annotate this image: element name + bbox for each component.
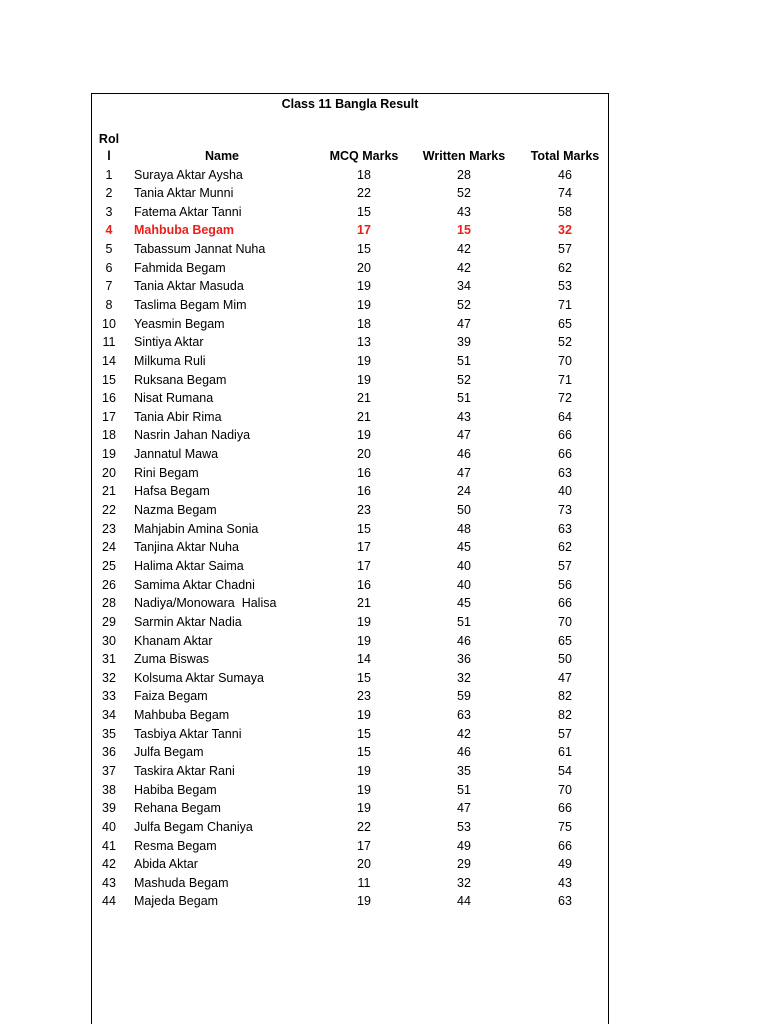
- table-row: [92, 892, 608, 911]
- table-row: [92, 315, 608, 334]
- table-row: [92, 538, 608, 557]
- cell-total-marks: 71: [558, 372, 572, 387]
- cell-total-marks: 63: [558, 521, 572, 536]
- cell-roll: 3: [105, 204, 113, 219]
- table-row: [92, 687, 608, 706]
- cell-total-marks: 82: [558, 708, 572, 723]
- cell-name: Resma Begam: [134, 838, 217, 853]
- cell-roll: 1: [105, 167, 113, 182]
- cell-mcq-marks: 20: [357, 447, 371, 462]
- cell-written-marks: 51: [457, 353, 471, 368]
- table-row: [92, 762, 608, 781]
- cell-mcq-marks: 21: [357, 596, 371, 611]
- cell-mcq-marks: 19: [357, 614, 371, 629]
- cell-mcq-marks: 23: [357, 689, 371, 704]
- cell-name: Sarmin Aktar Nadia: [134, 614, 242, 629]
- cell-roll: 19: [102, 447, 116, 462]
- cell-written-marks: 47: [457, 465, 471, 480]
- cell-roll: 44: [102, 894, 116, 909]
- cell-mcq-marks: 20: [357, 260, 371, 275]
- cell-total-marks: 32: [558, 223, 572, 238]
- cell-roll: 36: [102, 745, 116, 760]
- cell-roll: 37: [102, 764, 116, 778]
- cell-name: Rini Begam: [134, 465, 199, 480]
- cell-total-marks: 53: [558, 279, 572, 294]
- table-row: [92, 725, 608, 744]
- cell-mcq-marks: 19: [357, 428, 371, 443]
- cell-written-marks: 36: [457, 652, 471, 667]
- table-row: [92, 632, 608, 651]
- cell-written-marks: 40: [457, 558, 471, 573]
- cell-roll: 41: [102, 838, 116, 853]
- cell-total-marks: 40: [558, 484, 572, 499]
- cell-mcq-marks: 14: [357, 652, 371, 667]
- cell-mcq-marks: 19: [357, 894, 371, 909]
- cell-total-marks: 52: [558, 335, 572, 350]
- cell-written-marks: 42: [457, 242, 471, 257]
- cell-roll: 4: [105, 223, 113, 238]
- cell-roll: 40: [102, 819, 116, 834]
- cell-roll: 42: [102, 857, 116, 872]
- cell-written-marks: 46: [457, 633, 471, 648]
- cell-name: Habiba Begam: [134, 782, 217, 797]
- cell-name: Tania Abir Rima: [134, 409, 222, 424]
- cell-mcq-marks: 18: [357, 316, 371, 331]
- cell-mcq-marks: 16: [357, 465, 371, 480]
- cell-roll: 7: [105, 279, 113, 294]
- cell-mcq-marks: 16: [357, 577, 371, 592]
- cell-mcq-marks: 22: [357, 819, 371, 834]
- cell-name: Mahbuba Begam: [134, 708, 230, 723]
- cell-name: Nasrin Jahan Nadiya: [134, 428, 251, 443]
- cell-name: Jannatul Mawa: [134, 447, 219, 462]
- header-roll-line2: l: [107, 149, 111, 163]
- cell-name: Faiza Begam: [134, 689, 208, 704]
- cell-total-marks: 82: [558, 689, 572, 704]
- cell-roll: 6: [105, 260, 113, 275]
- cell-name: Nazma Begam: [134, 503, 217, 518]
- cell-roll: 5: [105, 242, 113, 257]
- cell-mcq-marks: 19: [357, 764, 371, 778]
- cell-mcq-marks: 16: [357, 484, 371, 499]
- cell-mcq-marks: 17: [357, 558, 371, 573]
- cell-name: Tania Aktar Masuda: [134, 279, 244, 294]
- cell-total-marks: 49: [558, 857, 572, 872]
- cell-written-marks: 45: [457, 540, 471, 555]
- cell-mcq-marks: 21: [357, 409, 371, 424]
- table-row: [92, 613, 608, 632]
- cell-total-marks: 62: [558, 540, 572, 555]
- cell-total-marks: 50: [558, 652, 572, 667]
- cell-mcq-marks: 17: [357, 838, 371, 853]
- table-row: [92, 781, 608, 800]
- cell-total-marks: 54: [558, 764, 572, 778]
- table-row: [92, 277, 608, 296]
- table-row: [92, 706, 608, 725]
- cell-total-marks: 75: [558, 819, 572, 834]
- cell-name: Taslima Begam Mim: [134, 297, 247, 312]
- table-row: [92, 818, 608, 837]
- cell-written-marks: 42: [457, 726, 471, 741]
- cell-mcq-marks: 19: [357, 279, 371, 294]
- cell-name: Fahmida Begam: [134, 260, 226, 275]
- cell-written-marks: 47: [457, 428, 471, 443]
- cell-written-marks: 43: [457, 204, 471, 219]
- cell-written-marks: 43: [457, 409, 471, 424]
- cell-written-marks: 32: [457, 670, 471, 685]
- cell-written-marks: 15: [457, 223, 471, 238]
- table-row: [92, 221, 608, 240]
- table-row: [92, 650, 608, 669]
- cell-roll: 2: [105, 186, 113, 201]
- table-row: [92, 371, 608, 390]
- cell-mcq-marks: 19: [357, 353, 371, 368]
- table-row: [92, 296, 608, 315]
- cell-roll: 43: [102, 875, 116, 890]
- cell-written-marks: 47: [457, 316, 471, 331]
- table-row: [92, 408, 608, 427]
- cell-written-marks: 40: [457, 577, 471, 592]
- table-row: [92, 482, 608, 501]
- cell-mcq-marks: 19: [357, 708, 371, 723]
- cell-name: Halima Aktar Saima: [134, 558, 244, 573]
- cell-total-marks: 65: [558, 633, 572, 648]
- header-total-marks: Total Marks: [530, 149, 600, 163]
- cell-mcq-marks: 19: [357, 782, 371, 797]
- cell-roll: 28: [102, 596, 116, 611]
- cell-mcq-marks: 20: [357, 857, 371, 872]
- cell-name: Tabassum Jannat Nuha: [134, 242, 266, 257]
- cell-name: Tania Aktar Munni: [134, 186, 234, 201]
- table-row: [92, 445, 608, 464]
- cell-mcq-marks: 15: [357, 745, 371, 760]
- cell-name: Mahbuba Begam: [134, 223, 235, 238]
- cell-roll: 11: [102, 335, 116, 350]
- cell-mcq-marks: 19: [357, 297, 371, 312]
- cell-total-marks: 56: [558, 577, 572, 592]
- cell-name: Ruksana Begam: [134, 372, 227, 387]
- table-row: [92, 743, 608, 762]
- table-row: [92, 799, 608, 818]
- cell-written-marks: 59: [457, 689, 471, 704]
- cell-name: Milkuma Ruli: [134, 353, 206, 368]
- cell-roll: 33: [102, 689, 116, 704]
- cell-name: Tanjina Aktar Nuha: [134, 540, 239, 555]
- cell-roll: 34: [102, 708, 116, 723]
- cell-name: Samima Aktar Chadni: [134, 577, 255, 592]
- cell-total-marks: 70: [558, 353, 572, 368]
- cell-total-marks: 63: [558, 894, 572, 909]
- table-row: [92, 576, 608, 595]
- table-row: [92, 166, 608, 185]
- cell-written-marks: 47: [457, 801, 471, 816]
- cell-roll: 18: [102, 428, 116, 443]
- cell-written-marks: 51: [457, 391, 471, 406]
- table-row: [92, 520, 608, 539]
- cell-roll: 39: [102, 801, 116, 816]
- cell-roll: 10: [102, 316, 116, 331]
- table-row: [92, 837, 608, 856]
- cell-roll: 38: [102, 782, 116, 797]
- cell-total-marks: 66: [558, 801, 572, 816]
- cell-total-marks: 46: [558, 167, 572, 182]
- cell-name: Fatema Aktar Tanni: [134, 204, 242, 219]
- cell-roll: 30: [102, 633, 116, 648]
- cell-written-marks: 48: [457, 521, 471, 536]
- table-row: [92, 333, 608, 352]
- cell-total-marks: 61: [558, 745, 572, 760]
- cell-name: Mahjabin Amina Sonia: [134, 521, 259, 536]
- table-row: [92, 203, 608, 222]
- cell-written-marks: 52: [457, 186, 471, 201]
- table-row: [92, 669, 608, 688]
- cell-roll: 24: [102, 540, 116, 555]
- cell-roll: 21: [102, 484, 116, 499]
- cell-total-marks: 72: [558, 391, 572, 406]
- table-row: [92, 874, 608, 893]
- header-mcq-marks: MCQ Marks: [329, 149, 399, 163]
- cell-total-marks: 57: [558, 558, 572, 573]
- cell-total-marks: 66: [558, 596, 572, 611]
- cell-total-marks: 70: [558, 782, 572, 797]
- table-row: [92, 389, 608, 408]
- cell-mcq-marks: 15: [357, 204, 371, 219]
- cell-mcq-marks: 18: [357, 167, 371, 182]
- cell-name: Kolsuma Aktar Sumaya: [134, 670, 264, 685]
- cell-written-marks: 46: [457, 745, 471, 760]
- cell-written-marks: 50: [457, 503, 471, 518]
- cell-written-marks: 53: [457, 819, 471, 834]
- cell-name: Rehana Begam: [134, 801, 221, 816]
- cell-written-marks: 46: [457, 447, 471, 462]
- table-row: [92, 855, 608, 874]
- cell-written-marks: 52: [457, 372, 471, 387]
- cell-mcq-marks: 19: [357, 801, 371, 816]
- cell-written-marks: 29: [457, 857, 471, 872]
- cell-written-marks: 24: [457, 484, 471, 499]
- cell-total-marks: 62: [558, 260, 572, 275]
- cell-written-marks: 32: [457, 875, 471, 890]
- cell-total-marks: 66: [558, 838, 572, 853]
- result-sheet: [91, 93, 609, 1024]
- header-written-marks: Written Marks: [422, 149, 506, 163]
- result-table-body: [92, 166, 608, 912]
- cell-total-marks: 43: [558, 875, 572, 890]
- table-row: [92, 557, 608, 576]
- table-row: [92, 259, 608, 278]
- cell-roll: 26: [102, 577, 116, 592]
- table-row: [92, 594, 608, 613]
- cell-name: Tasbiya Aktar Tanni: [134, 726, 242, 741]
- table-row: [92, 501, 608, 520]
- cell-written-marks: 34: [457, 279, 471, 294]
- cell-name: Sintiya Aktar: [134, 335, 204, 350]
- cell-mcq-marks: 22: [357, 186, 371, 201]
- cell-roll: 17: [102, 409, 116, 424]
- cell-written-marks: 63: [457, 708, 471, 723]
- cell-total-marks: 57: [558, 726, 572, 741]
- cell-name: Hafsa Begam: [134, 484, 210, 499]
- cell-total-marks: 65: [558, 316, 572, 331]
- cell-mcq-marks: 13: [357, 335, 371, 350]
- cell-written-marks: 45: [457, 596, 471, 611]
- cell-written-marks: 42: [457, 260, 471, 275]
- cell-roll: 29: [102, 614, 116, 629]
- cell-written-marks: 39: [457, 335, 471, 350]
- cell-total-marks: 74: [558, 186, 572, 201]
- cell-total-marks: 66: [558, 447, 572, 462]
- cell-name: Khanam Aktar: [134, 633, 213, 648]
- cell-total-marks: 66: [558, 428, 572, 443]
- cell-name: Julfa Begam Chaniya: [134, 819, 253, 834]
- cell-mcq-marks: 19: [357, 633, 371, 648]
- cell-name: Abida Aktar: [134, 857, 198, 872]
- cell-roll: 20: [102, 465, 116, 480]
- cell-written-marks: 28: [457, 167, 471, 182]
- cell-name: Yeasmin Begam: [134, 316, 225, 331]
- sheet-title: Class 11 Bangla Result: [281, 97, 419, 111]
- cell-total-marks: 57: [558, 242, 572, 257]
- cell-total-marks: 58: [558, 204, 572, 219]
- table-row: [92, 184, 608, 203]
- cell-total-marks: 73: [558, 503, 572, 518]
- cell-mcq-marks: 19: [357, 372, 371, 387]
- cell-roll: 23: [102, 521, 116, 536]
- cell-name: Nadiya/Monowara Halisa: [134, 596, 277, 611]
- cell-total-marks: 47: [558, 670, 572, 685]
- table-row: [92, 426, 608, 445]
- table-row: [92, 352, 608, 371]
- cell-mcq-marks: 15: [357, 242, 371, 257]
- cell-name: Majeda Begam: [134, 894, 219, 909]
- cell-mcq-marks: 23: [357, 503, 371, 518]
- cell-roll: 22: [102, 503, 116, 518]
- cell-name: Taskira Aktar Rani: [134, 764, 235, 778]
- cell-mcq-marks: 17: [357, 223, 371, 238]
- cell-written-marks: 51: [457, 614, 471, 629]
- cell-written-marks: 44: [457, 894, 471, 909]
- table-row: [92, 464, 608, 483]
- cell-roll: 14: [102, 353, 116, 368]
- cell-written-marks: 35: [457, 764, 471, 778]
- header-roll-line1: Rol: [98, 132, 120, 146]
- cell-roll: 16: [102, 391, 116, 406]
- cell-name: Suraya Aktar Aysha: [134, 167, 243, 182]
- cell-roll: 32: [102, 670, 116, 685]
- cell-written-marks: 49: [457, 838, 471, 853]
- cell-total-marks: 70: [558, 614, 572, 629]
- cell-roll: 31: [102, 652, 116, 667]
- cell-mcq-marks: 15: [357, 521, 371, 536]
- table-row: [92, 240, 608, 259]
- cell-name: Zuma Biswas: [134, 652, 210, 667]
- cell-total-marks: 71: [558, 297, 572, 312]
- cell-roll: 8: [105, 297, 113, 312]
- cell-total-marks: 64: [558, 409, 572, 424]
- cell-total-marks: 63: [558, 465, 572, 480]
- cell-written-marks: 51: [457, 782, 471, 797]
- cell-mcq-marks: 15: [357, 670, 371, 685]
- cell-name: Julfa Begam: [134, 745, 204, 760]
- cell-mcq-marks: 11: [357, 875, 371, 890]
- cell-mcq-marks: 15: [357, 726, 371, 741]
- cell-roll: 35: [102, 726, 116, 741]
- cell-mcq-marks: 21: [357, 391, 371, 406]
- cell-roll: 15: [102, 372, 116, 387]
- cell-name: Nisat Rumana: [134, 391, 214, 406]
- header-roll: [92, 131, 126, 165]
- cell-roll: 25: [102, 558, 116, 573]
- header-name: Name: [204, 149, 240, 163]
- cell-written-marks: 52: [457, 297, 471, 312]
- cell-mcq-marks: 17: [357, 540, 371, 555]
- cell-name: Mashuda Begam: [134, 875, 229, 890]
